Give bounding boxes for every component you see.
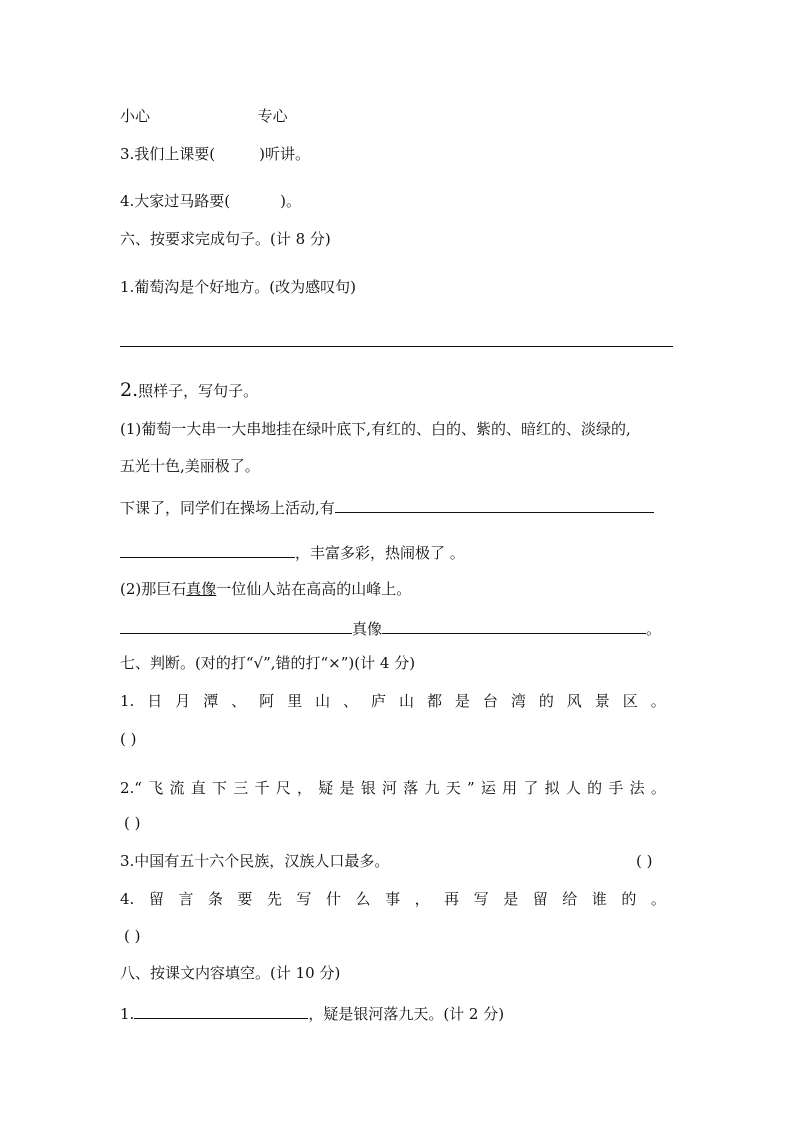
char: ， xyxy=(414,890,430,908)
section-7-item-4 xyxy=(120,889,666,909)
char: 留 xyxy=(532,890,548,908)
word-choice-b: 专心 xyxy=(257,107,288,125)
char: 4. xyxy=(120,890,135,908)
example-1-line-2: 五光十色,美丽极了。 xyxy=(120,457,260,475)
item-text: ，丰富多彩，热闹极了 。 xyxy=(295,544,465,562)
char: 要 xyxy=(237,890,253,908)
char: 再 xyxy=(444,890,460,908)
word-choice-a: 小心 xyxy=(120,107,151,125)
char: 言 xyxy=(178,890,194,908)
answer-parentheses[interactable]: ( ) xyxy=(124,814,141,832)
char: 山 xyxy=(398,692,414,710)
char: 事 xyxy=(385,890,401,908)
char: 。 xyxy=(650,692,666,710)
char: 运 xyxy=(480,779,496,797)
char: 法 xyxy=(629,779,645,797)
item-text: 下课了，同学们在操场上活动,有 xyxy=(120,499,335,517)
item-number: 1. xyxy=(120,1005,135,1023)
char: 了 xyxy=(523,779,539,797)
item-number: 2. xyxy=(120,379,139,401)
item-text: ，疑是银河落九天。(计 2 分) xyxy=(308,1005,505,1023)
example-1-fill-line-2 xyxy=(120,541,465,563)
char: 手 xyxy=(608,779,624,797)
char: 写 xyxy=(473,890,489,908)
char: 下 xyxy=(211,779,227,797)
answer-parentheses[interactable]: ( ) xyxy=(120,730,137,748)
answer-blank[interactable] xyxy=(120,617,352,634)
section-7-item-2 xyxy=(120,778,666,798)
item-text: 一位仙人站在高高的山峰上。 xyxy=(216,580,412,598)
char: 日 xyxy=(147,692,163,710)
answer-blank[interactable] xyxy=(335,496,654,513)
char: 先 xyxy=(266,890,282,908)
char: 湾 xyxy=(510,692,526,710)
char: 么 xyxy=(355,890,371,908)
section-7-item-3: 3.中国有五十六个民族，汉族人口最多。 xyxy=(120,852,390,870)
char: 天 xyxy=(445,779,461,797)
word-choice-row xyxy=(120,106,288,126)
item-text: 真像 xyxy=(352,620,383,638)
char: 尺 xyxy=(275,779,291,797)
section-7-heading: 七、判断。(对的打“√”,错的打“×”)(计 4 分) xyxy=(120,654,416,672)
item-text: )。 xyxy=(280,192,302,210)
answer-parentheses[interactable]: ( ) xyxy=(124,927,141,945)
char: 落 xyxy=(403,779,419,797)
char: 台 xyxy=(482,692,498,710)
char: 什 xyxy=(326,890,342,908)
answer-blank[interactable] xyxy=(382,617,646,634)
char: 里 xyxy=(287,692,303,710)
char: 是 xyxy=(339,779,355,797)
char: 。 xyxy=(650,890,666,908)
char: 1. xyxy=(120,692,135,710)
example-1-fill-line xyxy=(120,496,654,518)
char: 的 xyxy=(587,779,603,797)
section-8-heading: 八、按课文内容填空。(计 10 分) xyxy=(120,964,341,982)
item-text: (2)那巨石 xyxy=(120,580,187,598)
char: 拟 xyxy=(544,779,560,797)
char: 疑 xyxy=(318,779,334,797)
char: 山 xyxy=(315,692,331,710)
char: 千 xyxy=(254,779,270,797)
char: 庐 xyxy=(371,692,387,710)
section-6-item-1: 1.葡萄沟是个好地方。(改为感叹句) xyxy=(120,278,357,296)
char: 直 xyxy=(190,779,206,797)
char: 月 xyxy=(175,692,191,710)
char: 。 xyxy=(650,779,666,797)
char: 用 xyxy=(502,779,518,797)
section-6-item-2 xyxy=(120,380,258,401)
char: ， xyxy=(296,779,312,797)
char: 的 xyxy=(538,692,554,710)
question-5-item-3 xyxy=(120,144,310,164)
char: 区 xyxy=(622,692,638,710)
char: 写 xyxy=(296,890,312,908)
example-1-line-1: (1)葡萄一大串一大串地挂在绿叶底下,有红的、白的、紫的、暗红的、淡绿的, xyxy=(120,420,631,438)
char: 人 xyxy=(565,779,581,797)
example-2-fill-line xyxy=(120,617,661,639)
char: 留 xyxy=(148,890,164,908)
underlined-word: 真像 xyxy=(186,580,217,598)
char: 风 xyxy=(566,692,582,710)
char: 是 xyxy=(454,692,470,710)
section-8-item-1 xyxy=(120,1002,504,1024)
char: 河 xyxy=(381,779,397,797)
item-text: 照样子，写句子。 xyxy=(138,382,259,400)
char: 潭 xyxy=(203,692,219,710)
example-2-line xyxy=(120,579,411,599)
question-5-item-4 xyxy=(120,191,301,211)
char: 九 xyxy=(424,779,440,797)
char: 的 xyxy=(621,890,637,908)
char: 、 xyxy=(343,692,359,710)
section-7-item-1 xyxy=(120,691,666,711)
char: 银 xyxy=(360,779,376,797)
item-text: 3.我们上课要( xyxy=(120,145,216,163)
char: 都 xyxy=(426,692,442,710)
char: 景 xyxy=(594,692,610,710)
char: 飞 xyxy=(148,779,164,797)
answer-blank[interactable] xyxy=(134,1002,308,1019)
item-text: 4.大家过马路要( xyxy=(120,192,231,210)
char: 是 xyxy=(503,890,519,908)
item-text: 。 xyxy=(646,620,662,638)
char: 三 xyxy=(233,779,249,797)
char: 2.“ xyxy=(120,779,142,797)
item-text: )听讲。 xyxy=(259,145,311,163)
answer-line[interactable] xyxy=(120,346,673,347)
char: 流 xyxy=(169,779,185,797)
char: 给 xyxy=(562,890,578,908)
char: 、 xyxy=(231,692,247,710)
char: 条 xyxy=(207,890,223,908)
char: 谁 xyxy=(591,890,607,908)
answer-parentheses[interactable]: ( ) xyxy=(636,852,653,870)
char: 阿 xyxy=(259,692,275,710)
section-6-heading: 六、按要求完成句子。(计 8 分) xyxy=(120,230,331,248)
char: ” xyxy=(466,779,475,797)
answer-blank[interactable] xyxy=(120,541,295,558)
